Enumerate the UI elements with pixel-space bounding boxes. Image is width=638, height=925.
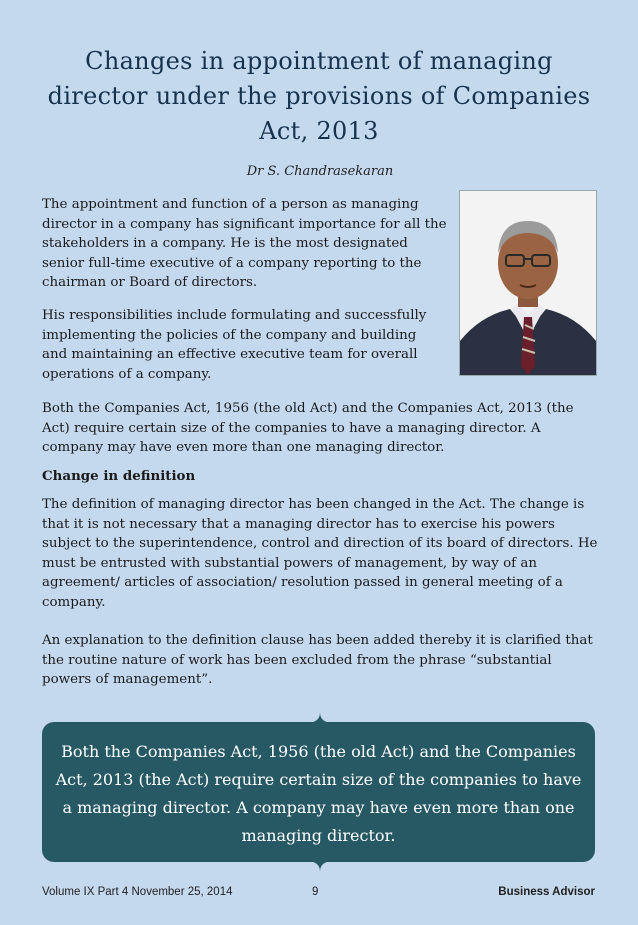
paragraph-explanation: An explanation to the definition clause has been added thereby it is clarified that the routine nature of work has been excluded from the phrase “substantial powers of management”.	[42, 633, 593, 688]
paragraph-responsibilities: His responsibilities include formulating and successfully implementing the policies of the company and building and maintaining an effective executive team for overall operations of a company.	[42, 308, 427, 382]
article-title: Changes in appointment of managing director under the provisions of Companies Act, 2013	[47, 47, 591, 145]
footer-page-number: 9	[312, 886, 319, 898]
author-photo	[459, 190, 597, 376]
footer-publication: Business Advisor	[498, 886, 595, 898]
pull-quote-bottom-notch	[313, 862, 327, 872]
pull-quote-text: Both the Companies Act, 1956 (the old Act) and the Companies Act, 2013 (the Act) require certain size of the companies to have a managing director. A company may have even more than one managing director.	[55, 742, 582, 845]
pull-quote-top-notch	[313, 712, 327, 722]
paragraph-acts: Both the Companies Act, 1956 (the old Act) and the Companies Act, 2013 (the Act) require certain size of the companies to have a managing director. A company may have even more than one managing director.	[42, 401, 574, 456]
section-heading: Change in definition	[42, 468, 196, 484]
page-footer	[42, 886, 595, 902]
footer-issue: Volume IX Part 4 November 25, 2014	[42, 886, 233, 898]
author-byline: Dr S. Chandrasekaran	[246, 164, 394, 179]
paragraph-definition: The definition of managing director has been changed in the Act. The change is that it is not necessary that a managing director has to exercise his powers subject to the superintendence, control and direction of its board of directors. He must be entrusted with substantial powers of management, by way of an agreement/ articles of association/ resolution passed in general meeting of a company.	[42, 497, 598, 610]
paragraph-intro: The appointment and function of a person as managing director in a company has significant importance for all the stakeholders in a company. He is the most designated senior full-time executive of a company reporting to the chairman or Board of directors.	[42, 197, 447, 291]
